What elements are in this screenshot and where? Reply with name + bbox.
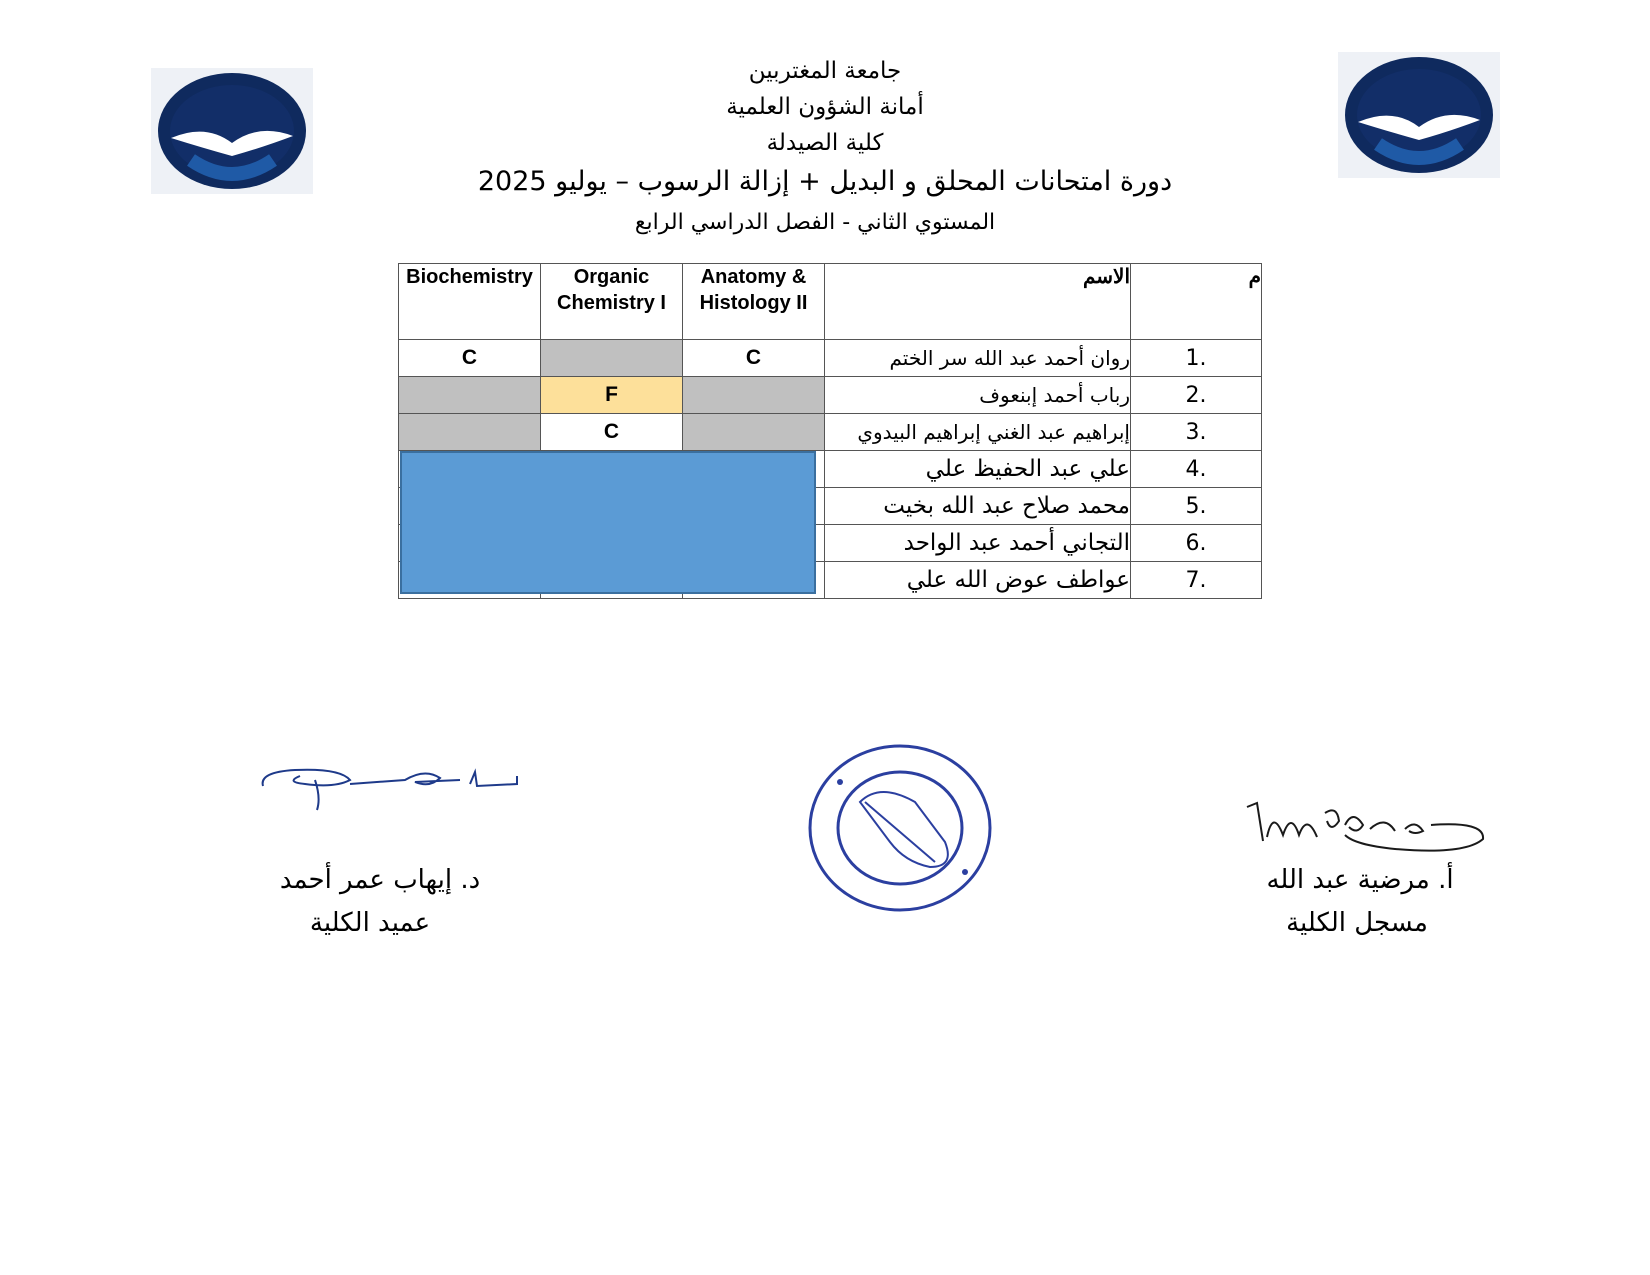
grade-cell (683, 414, 825, 451)
row-number: 6. (1131, 525, 1262, 562)
header-name: الاسم (825, 264, 1131, 340)
dean-name: د. إيهاب عمر أحمد (279, 865, 481, 895)
header-biochemistry: Biochemistry (399, 264, 541, 340)
student-name: عواطف عوض الله علي (825, 562, 1131, 599)
student-name: رباب أحمد إبنعوف (825, 377, 1131, 414)
student-name: علي عبد الحفيظ علي (825, 451, 1131, 488)
row-number: 2. (1131, 377, 1262, 414)
dean-signature (255, 758, 520, 818)
exam-title: دورة امتحانات المحلق و البديل + إزالة الرسوب – يوليو 2025 (477, 166, 1173, 197)
grade-cell (541, 340, 683, 377)
header-number: م (1131, 264, 1262, 340)
student-name: روان أحمد عبد الله سر الختم (825, 340, 1131, 377)
grade-cell: F (541, 377, 683, 414)
college-name: كلية الصيدلة (766, 130, 884, 156)
table-header-row (399, 264, 1262, 340)
grade-cell (683, 377, 825, 414)
row-number: 7. (1131, 562, 1262, 599)
grade-cell: C (541, 414, 683, 451)
row-number: 4. (1131, 451, 1262, 488)
row-number: 1. (1131, 340, 1262, 377)
student-name: التجاني أحمد عبد الواحد (825, 525, 1131, 562)
dean-title: عميد الكلية (309, 908, 431, 938)
header-anatomy-histology: Anatomy & Histology II (683, 264, 825, 340)
student-name: محمد صلاح عبد الله بخيت (825, 488, 1131, 525)
registrar-signature (1245, 795, 1490, 860)
university-name: جامعة المغتربين (748, 58, 902, 84)
table-row (399, 377, 1262, 414)
college-stamp (805, 742, 995, 914)
grade-cell: C (399, 340, 541, 377)
grade-cell (399, 414, 541, 451)
registrar-title: مسجل الكلية (1286, 908, 1428, 938)
grade-cell (399, 377, 541, 414)
header-organic-chemistry: Organic Chemistry I (541, 264, 683, 340)
redaction-box (400, 451, 816, 594)
row-number: 3. (1131, 414, 1262, 451)
table-row (399, 414, 1262, 451)
row-number: 5. (1131, 488, 1262, 525)
grade-cell: C (683, 340, 825, 377)
table-row (399, 340, 1262, 377)
level-semester: المستوي الثاني - الفصل الدراسي الرابع (634, 210, 996, 235)
student-name: إبراهيم عبد الغني إبراهيم البيدوي (825, 414, 1131, 451)
registrar-name: أ. مرضية عبد الله (1266, 865, 1454, 895)
department-name: أمانة الشؤون العلمية (726, 94, 924, 120)
